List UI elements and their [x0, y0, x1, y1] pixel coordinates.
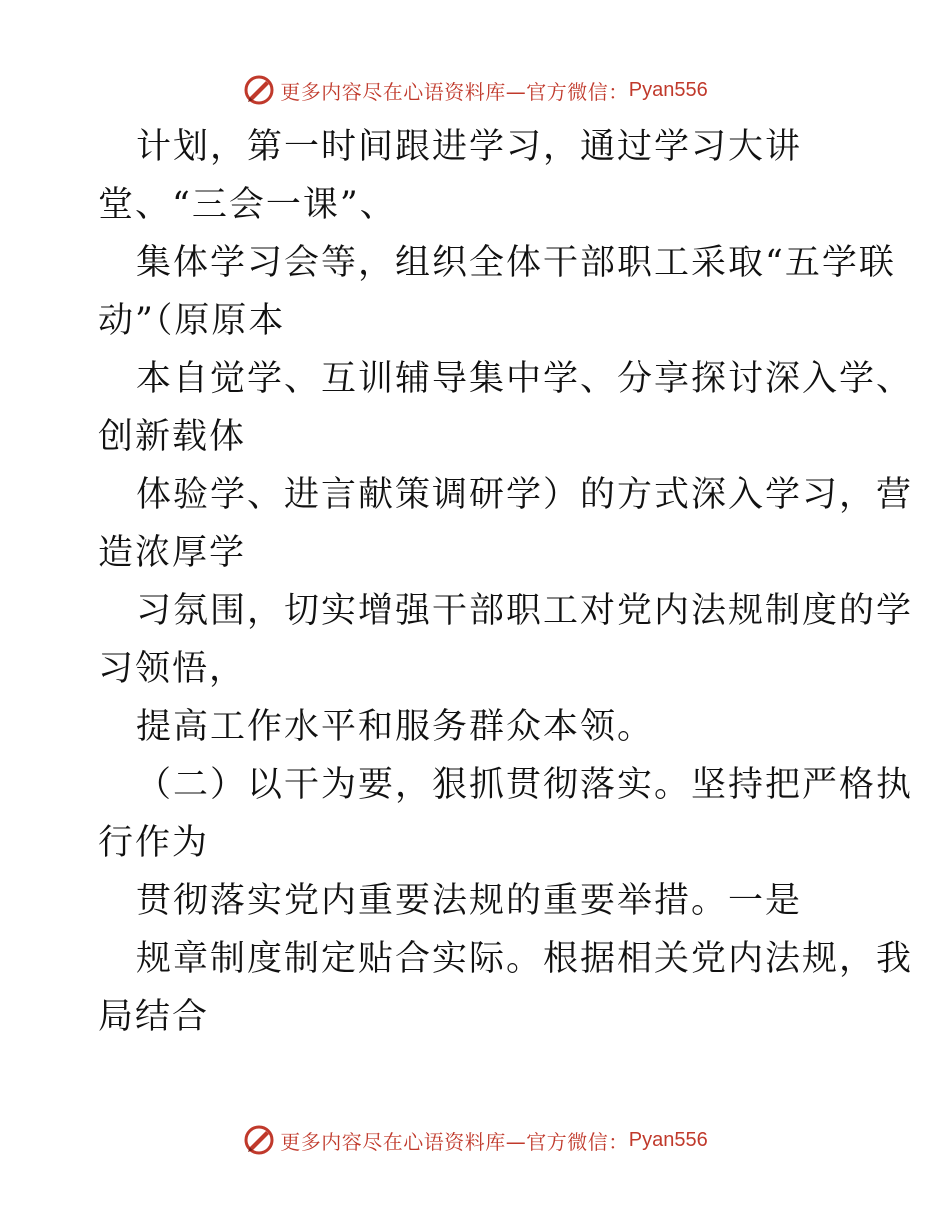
text-line: 动”（原原本	[98, 301, 286, 341]
text-line: 贯彻落实党内重要法规的重要举措。一是	[136, 881, 803, 921]
text-line: 造浓厚学	[98, 533, 247, 573]
text-line: 本自觉学、互训辅导集中学、分享探讨深入学、	[136, 359, 914, 399]
text-line: 体验学、进言献策调研学）的方式深入学习，营	[136, 475, 914, 515]
watermark-text: 更多内容尽在心语资料库—官方微信：	[280, 1129, 629, 1154]
text-line: 提高工作水平和服务群众本领。	[136, 707, 655, 747]
watermark-wechat-id: Pyan556	[628, 1128, 708, 1151]
text-line: 习领悟，	[98, 649, 247, 689]
text-line: 堂、“三会一课”、	[98, 185, 397, 225]
text-line: 行作为	[98, 823, 210, 863]
pen-logo-icon	[242, 73, 276, 107]
pen-logo-icon	[242, 1123, 276, 1157]
text-line: 计划，第一时间跟进学习，通过学习大讲	[136, 127, 803, 167]
watermark-wechat-id: Pyan556	[628, 78, 708, 101]
text-line: 局结合	[98, 997, 210, 1037]
document-body	[98, 118, 914, 1046]
text-line: 集体学习会等，组织全体干部职工采取“五学联	[136, 243, 896, 283]
watermark-text: 更多内容尽在心语资料库—官方微信：	[280, 79, 629, 104]
footer-watermark	[0, 1120, 950, 1160]
text-line: 创新载体	[98, 417, 247, 457]
text-line: 规章制度制定贴合实际。根据相关党内法规，我	[136, 939, 914, 979]
text-line: 习氛围，切实增强干部职工对党内法规制度的学	[136, 591, 914, 631]
text-line: （二）以干为要，狠抓贯彻落实。坚持把严格执	[136, 765, 914, 805]
header-watermark	[0, 70, 950, 110]
